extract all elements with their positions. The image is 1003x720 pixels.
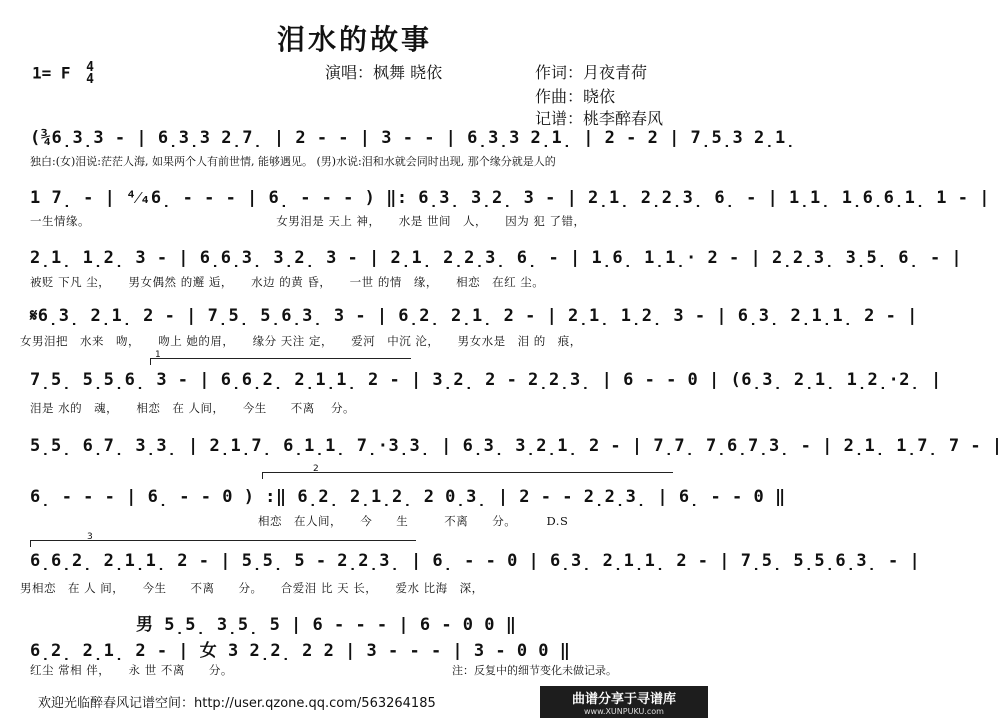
volta-label-1: 1 bbox=[155, 350, 161, 360]
score-row-9: 6̣2̣ 2̣1̣ 2 - | 女 3 2̣2̣ 2 2 | 3 - - - | 3 - 0 0 ‖ bbox=[30, 641, 571, 661]
key-signature bbox=[32, 62, 94, 86]
volta-label-2: 2 bbox=[313, 464, 319, 474]
lyrics-row-3: 被贬 下凡 尘， 男女偶然 的邂 逅， 水边 的黄 昏， 一世 的情 缘， 相恋 在红 尘。 bbox=[30, 275, 545, 289]
watermark-line2: www.XUNPUKU.com bbox=[584, 707, 664, 716]
lyricist-credit: 作词：月夜青荷 bbox=[535, 63, 648, 82]
time-signature bbox=[86, 62, 94, 86]
watermark-logo bbox=[540, 686, 708, 718]
score-row-8: 6̣6̣2̣ 2̣1̣1̣ 2 - | 5̣5̣ 5 - 2̣2̣3̣ | 6̣ - - 0 | 6̣3̣ 2̣1̣1̣ 2 - | 7̣5̣ 5̣5̣6̣3̣ - | bbox=[30, 551, 921, 571]
volta-label-3: 3 bbox=[87, 532, 93, 542]
score-row-7: 6̣ - - - | 6̣ - - 0 ) :‖ 6̣2̣ 2̣1̣2̣ 2 0̣3̣ | 2 - - 2̣2̣3̣ | 6̣ - - 0 ‖ bbox=[30, 487, 786, 507]
lyrics-row-9: 红尘 常相 伴， 永 世 不离 分。 bbox=[30, 663, 233, 677]
watermark-line1: 曲谱分享于寻谱库 bbox=[571, 692, 676, 707]
lyrics-row-4: 女男泪把 水来 吻， 吻上 她的眉， 缘分 天注 定， 爱河 中沉 沦， 男女水是 泪 的 痕， bbox=[20, 334, 582, 348]
lyrics-row-5: 泪是 水的 魂， 相恋 在 人间， 今生 不离 分。 bbox=[30, 401, 355, 415]
transcription-note: 注：反复中的细节变化未做记录。 bbox=[452, 664, 617, 677]
lyrics-row-2: 一生情缘。 女男泪是 天上 神， 水是 世间 人， 因为 犯 了错， bbox=[30, 214, 586, 228]
transcriber-credit: 记谱：桃李醉春风 bbox=[535, 109, 664, 128]
lyrics-row-1: 独白:(女)泪说:茫茫人海, 如果两个人有前世情, 能够遇见。 (男)水说:泪和水就会同时出现, 那个缘分就是人的 bbox=[30, 155, 556, 168]
lyrics-row-7: 相恋 在人间， 今 生 不离 分。 D.S bbox=[30, 514, 569, 528]
time-denominator: 4 bbox=[86, 72, 94, 87]
composer-credit: 作曲：晓依 bbox=[535, 87, 616, 106]
score-row-5: 7̣5̣ 5̣5̣6̣ 3 - | 6̣6̣2̣ 2̣1̣1̣ 2 - | 3̣2̣ 2 - 2̣2̣3̣ | 6 - - 0 | (6̣3̣ 2̣1̣ 1̣2̣·2̣ | bbox=[30, 370, 942, 390]
score-row-1: (¾6̣3̣3 - | 6̣3̣3 2̣7̣ | 2 - - | 3 - - | 6̣3̣3 2̣1̣ | 2 - 2 | 7̣5̣3 2̣1̣ bbox=[30, 128, 796, 148]
song-title: 泪水的故事 bbox=[276, 23, 432, 56]
lyrics-row-8: 男相恋 在 人 间， 今生 不离 分。 合爱泪 比 天 长， 爱水 比海 深， bbox=[20, 581, 484, 595]
time-numerator: 4 bbox=[86, 60, 94, 75]
singers-credit: 演唱：枫舞 晓依 bbox=[325, 63, 443, 82]
score-row-2: 1 7̣ - | ⁴⁄₄6̣ - - - | 6̣ - - - ) ‖: 6̣3̣ 3̣2̣ 3 - | 2̣1̣ 2̣2̣3̣ 6̣ - | 1̣1̣ 1̣6̣6̣1̣ 1 - | bbox=[30, 188, 990, 208]
volta-bracket-1 bbox=[150, 350, 411, 365]
volta-bracket-2 bbox=[262, 464, 673, 479]
score-row-6: 5̣5̣ 6̣7̣ 3̣3̣ | 2̣1̣7̣ 6̣1̣1̣ 7̣·3̣3̣ | 6̣3̣ 3̣2̣1̣ 2 - | 7̣7̣ 7̣6̣7̣3̣ - | 2̣1̣ 1̣7̣ 7 - | bbox=[30, 436, 1003, 456]
score-row-9-upper: 男 5̣5̣ 3̣5̣ 5 | 6 - - - | 6 - 0 0 ‖ bbox=[136, 615, 517, 635]
score-row-3: 2̣1̣ 1̣2̣ 3 - | 6̣6̣3̣ 3̣2̣ 3 - | 2̣1̣ 2̣2̣3̣ 6̣ - | 1̣6̣ 1̣1̣· 2 - | 2̣2̣3̣ 3̣5̣ 6̣ - | bbox=[30, 248, 963, 268]
score-row-4: 𝄋6̣3̣ 2̣1̣ 2 - | 7̣5̣ 5̣6̣3̣ 3 - | 6̣2̣ 2̣1̣ 2 - | 2̣1̣ 1̣2̣ 3 - | 6̣3̣ 2̣1̣1̣ 2 - | bbox=[30, 306, 918, 326]
key-text: 1= F bbox=[32, 63, 71, 83]
volta-bracket-3 bbox=[30, 532, 416, 547]
footer-link[interactable]: 欢迎光临醉春风记谱空间：http://user.qzone.qq.com/563264185 bbox=[38, 696, 436, 711]
